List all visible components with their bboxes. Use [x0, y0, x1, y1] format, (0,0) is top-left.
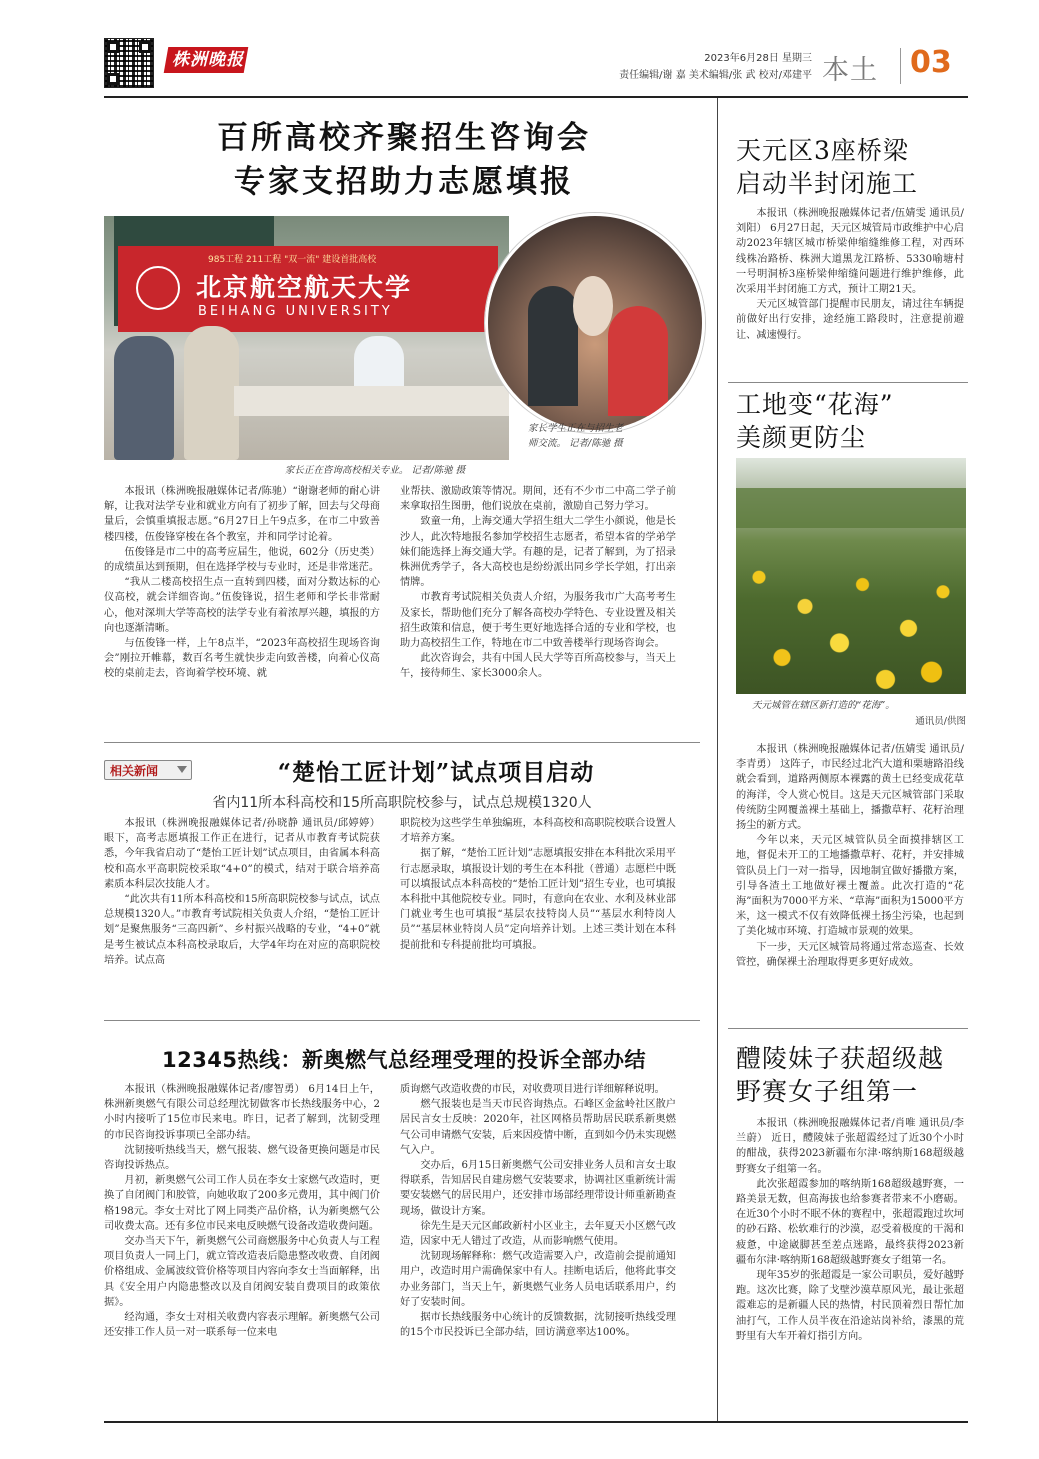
paragraph: 此次张超霞参加的喀纳斯168超级越野赛，一路美景无数，但高海拔也给参赛者带来不小磨砺。在近30个小时不眠不休的赛程中，张超霞跑过坎坷的砂石路、松软难行的沙漠，忍受着极度的干渴和疲惫，中途崴脚甚至差点迷路，最终获得2023新疆布尔津·喀纳斯168超级越野赛女子组第一名。 — [736, 1178, 964, 1266]
section-divider — [900, 48, 901, 84]
page-number: 03 — [910, 45, 952, 80]
banner-small-text: 985工程 211工程 "双一流" 建设首批高校 — [208, 255, 377, 265]
paragraph: 徐先生是天元区邮政新村小区业主，去年夏天小区燃气改造，因家中无人错过了改造，从而影响燃气使用。 — [400, 1220, 676, 1248]
consultation-desk — [234, 386, 509, 416]
round-photo-caption-1: 家长学生正在与招生老 — [528, 423, 624, 434]
paragraph: 致童一角，上海交通大学招生组大二学生小颜说，他是长沙人，此次特地报名参加学校招生志愿者，希望本省的学弟学妹们能选择上海交通大学。有趣的是，记者了解到，为了招录株洲优秀学子，各大高校也是纷纷派出同乡学长学姐，打出亲情牌。 — [400, 516, 676, 589]
related-headline: “楚怡工匠计划”试点项目启动 — [277, 759, 595, 786]
paragraph: 本报讯（株洲晚报融媒体记者/伍婧雯 通讯员/刘阳） 6月27日起，天元区城管局市政维护中心启动2023年辖区城市桥梁伸缩缝维修工程，对西环线株冶路桥、株洲大道黑龙江路桥、5330喻塘村一号明洞桥3座桥梁伸缩缝问题进行维护维修，此次采用半封闭施工方式，预计工期21天。 — [736, 208, 964, 296]
paragraph: 现年35岁的张超霞是一家公司职员，爱好越野跑。这次比赛，除了戈壁沙漠草原风光，最让张超霞难忘的是新疆人民的热情，村民顶着烈日帮忙加油打气，工作人员半夜在沿途站岗补给，漆黑的荒野里有大车开着灯指引方向。 — [736, 1270, 964, 1342]
section-name: 本土 — [822, 55, 878, 86]
section-rule — [104, 1020, 700, 1021]
paragraph: 今年以来，天元区城管队员全面摸排辖区工地，督促未开工的工地播撒草籽、花籽，并安排城管队员上门一对一指导，因地制宜做好播撒方案，引导各渣土工地做好裸土覆盖。此次打造的“花海”面积为7000平方米、“草海”面积为15000平方米，这一模式不仅有效降低裸土扬尘污染，也起到了美化城市环境、打造城市景观的效果。 — [736, 835, 964, 938]
issue-date: 2023年6月28日 星期三 — [704, 53, 812, 64]
paragraph: 与伍俊锋一样，上午8点半，“2023年高校招生现场咨询会”刚拉开帷幕，数百名考生就快步走向致善楼，向着心仪高校的桌前走去，咨询着学校环境、就 — [104, 638, 380, 680]
side3-body — [736, 1116, 964, 1344]
hotline-body-col1 — [104, 1082, 380, 1340]
side2-headline-line2: 美颜更防尘 — [736, 423, 867, 452]
paragraph: 本报讯（株洲晚报融媒体记者/伍婧雯 通讯员/李青勇） 这阵子，市民经过北汽大道和栗塘路沿线就会看到，道路两侧原本裸露的黄土已经变成花草的海洋，令人赏心悦目。这是天元区城管部门采取传统防尘网覆盖裸土基础上，播撒草籽、花籽治理扬尘的新方式。 — [736, 744, 964, 832]
paragraph: 本报讯（株洲晚报融媒体记者/陈驰）“谢谢老师的耐心讲解，让我对法学专业和就业方向有了初步了解，回去与父母商量后，会慎重填报志愿。”6月27日上午9点多，在市二中致善楼四楼，伍俊锋穿梭在各个教室，并和同学讨论着。 — [104, 486, 380, 543]
qr-code[interactable] — [104, 38, 154, 88]
paragraph: 燃气报装也是当天市民咨询热点。石峰区金盆岭社区散户居民言女士反映：2020年，社区网格员帮助居民联系新奥燃气公司申请燃气安装，后来因疫情中断，直到如今仍未实现燃气入户。 — [400, 1099, 676, 1156]
paragraph: 此次咨询会，共有中国人民大学等百所高校参与，当天上午，接待师生、家长3000余人。 — [400, 653, 676, 680]
side2-headline-line1: 工地变“花海” — [736, 390, 894, 419]
paragraph: 经沟通，李女士对相关收费内容表示理解。新奥燃气公司还安排工作人员一对一联系每一位来电 — [104, 1312, 380, 1339]
hotline-body-col2 — [400, 1082, 676, 1340]
section-rule — [728, 1028, 968, 1029]
university-banner — [118, 246, 498, 332]
flower-field-photo — [736, 458, 966, 694]
newspaper-logo-text: 株洲晚报 — [172, 50, 244, 70]
section-rule — [728, 382, 968, 383]
editor-credits: 责任编辑/谢 嘉 美术编辑/张 武 校对/邓建平 — [619, 70, 812, 81]
side1-body — [736, 206, 964, 343]
paragraph: 本报讯（株洲晚报融媒体记者/廖智勇） 6月14日上午，株洲新奥燃气有限公司总经理沈韧做客市长热线服务中心，2小时内接听了15位市民来电。昨日，记者了解到，沈韧受理的市民咨询投诉事项已全部办结。 — [104, 1084, 380, 1141]
paragraph: 伍俊锋是市二中的高考应届生，他说，602分（历史类）的成绩虽达到预期，但在选择学校与专业时，还是非常迷茫。 — [104, 546, 380, 574]
flower-photo-credit: 通讯员/供图 — [915, 716, 966, 727]
paragraph: 据市长热线服务中心统计的反馈数据，沈韧接听热线受理的15个市民投诉已全部办结，回访满意率达100%。 — [400, 1312, 676, 1339]
side2-body — [736, 742, 964, 970]
person-parent-left — [114, 336, 174, 460]
tree-line — [736, 488, 966, 528]
paragraph: 业帮扶、激励政策等情况。期间，还有不少市二中高二学子前来拿取招生图册，他们说放在桌前，激励自己努力学习。 — [400, 486, 676, 513]
side3-headline-line2: 野赛女子组第一 — [736, 1077, 919, 1106]
main-photo-caption: 家长正在咨询高校相关专业。 记者/陈驰 摄 — [284, 465, 466, 476]
paragraph: 职院校为这些学生单独编班，本科高校和高职院校联合设置人才培养方案。 — [400, 818, 676, 845]
crowd-figure — [528, 286, 578, 406]
side1-headline-line1: 天元区3座桥梁 — [736, 136, 909, 165]
header-rule — [104, 96, 968, 98]
related-subheadline: 省内11所本科高校和15所高职院校参与，试点总规模1320人 — [212, 795, 592, 811]
lead-headline-line2: 专家支招助力志愿填报 — [234, 164, 574, 200]
side3-headline-line1: 醴陵妹子获超级越 — [736, 1044, 945, 1073]
chevron-down-icon — [177, 766, 187, 773]
section-rule — [104, 742, 700, 743]
paragraph: 市教育考试院相关负责人介绍，为服务我市广大高考考生及家长，帮助他们充分了解各高校办学特色、专业设置及相关招生政策和信息，便于考生更好地选择合适的专业和学校，也助力高校招生工作，特地在市二中致善楼举行现场咨询会。 — [400, 592, 676, 650]
paragraph: 交办后，6月15日新奥燃气公司安排业务人员和言女士取得联系，告知居民自建房燃气安装要求，协调社区重新统计需要安装燃气的居民用户，还安排市场部经理带设计师重新勘查现场，做设计方案。 — [400, 1160, 676, 1217]
paragraph: “此次共有11所本科高校和15所高职院校参与试点，试点总规模1320人。”市教育考试院相关负责人介绍，“楚怡工匠计划”是聚焦服务“三高四新”、乡村振兴战略的专业，“4+0”就是考生被试点本科高校录取后，大学4年均在对应的高职院校培养。试点高 — [104, 894, 380, 966]
person-parent-center — [184, 326, 239, 460]
flower-photo-caption: 天元城管在辖区新打造的“花海”。 — [752, 700, 895, 711]
paragraph: 沈韧接听热线当天，燃气报装、燃气设备更换问题是市民咨询投诉热点。 — [104, 1144, 380, 1172]
crowd-figure — [608, 306, 668, 416]
paragraph: 质询燃气改造收费的市民，对收费项目进行详细解释说明。 — [400, 1084, 665, 1095]
paragraph: 天元区城管部门提醒市民朋友，请过往车辆提前做好出行安排，途经施工路段时，注意提前避让、减速慢行。 — [736, 299, 964, 341]
round-photo-caption-2: 师交流。 记者/陈驰 摄 — [528, 438, 623, 449]
lead-body-col1 — [104, 484, 380, 682]
paragraph: 交办当天下午，新奥燃气公司商燃服务中心负责人与工程项目负责人一同上门，就立管改造表后隐患整改收费、自闭阀价格组成、金属波纹管价格等项目内容向李女士当面解释，出具《安全用户内隐患整改以及自闭阀安装自费项目的政策依据》。 — [104, 1236, 380, 1308]
flower-cluster — [736, 548, 966, 694]
crowd-figure — [573, 276, 613, 336]
lead-headline-line1: 百所高校齐聚招生咨询会 — [217, 120, 591, 156]
paragraph: 据了解，“楚怡工匠计划”志愿填报安排在本科批次采用平行志愿录取，填报设计划的考生在本科批（普通）志愿栏中既可以填报试点本科高校的“楚怡工匠计划”招生专业，也可填报本科批中其他院校专业。同时，有意向在农业、水利及林业部门就业考生也可填报“基层农技特岗人员”“基层水利特岗人员”“基层林业特岗人员”定向培养计划。上述三类计划在本科提前批和专科提前批均可填报。 — [400, 848, 676, 951]
lead-photo-round — [485, 213, 705, 433]
lead-photo-consultation — [104, 216, 509, 460]
paragraph: 本报讯（株洲晚报融媒体记者/孙晓静 通讯员/邱婷婷） 眼下，高考志愿填报工作正在进行，记者从市教育考试院获悉，今年我省启动了“楚怡工匠计划”试点项目，由省属本科高校和高水平高职院校采取“4+0”的模式，结对于联合培养高素质本科层次技能人才。 — [104, 818, 380, 890]
banner-cn-text: 北京航空航天大学 — [196, 273, 413, 302]
footer-rule — [104, 1421, 968, 1423]
side1-headline-line2: 启动半封闭施工 — [736, 169, 919, 198]
lead-body-col2 — [400, 484, 676, 682]
university-emblem — [136, 266, 180, 310]
paragraph: 本报讯（株洲晚报融媒体记者/肖唯 通讯员/李兰蔚） 近日，醴陵妹子张超霞经过了近30个小时的酣战，获得2023新疆布尔津·喀纳斯168超级越野赛女子组第一名。 — [736, 1118, 964, 1175]
paragraph: 月初，新奥燃气公司工作人员在李女士家燃气改造时，更换了自闭阀门和胶管，向她收取了200多元费用，其中阀门价格198元。李女士对比了网上同类产品价格，认为新奥燃气公司收费太高。还有多位市民来电反映燃气设备改造收费问题。 — [104, 1175, 380, 1232]
related-news-tag — [104, 760, 192, 780]
paragraph: 沈韧现场解释称：燃气改造需要入户，改造前会提前通知用户，改造时用户需确保家中有人。挂断电话后，他将此事交办业务部门，当天上午，新奥燃气业务人员电话联系用户，约好了安装时间。 — [400, 1251, 676, 1308]
column-rule — [717, 98, 718, 1421]
paragraph: “我从二楼高校招生点一直转到四楼，面对分数达标的心仪高校，就会详细咨询。”伍俊锋说，招生老师和学长非常耐心，他对深圳大学等高校的法学专业有着浓厚兴趣，填报的方向也逐渐清晰。 — [104, 577, 380, 634]
related-body-col2 — [400, 816, 676, 953]
banner-en-text: BEIHANG UNIVERSITY — [198, 304, 393, 319]
related-news-tag-label: 相关新闻 — [110, 764, 159, 778]
paragraph: 下一步，天元区城管局将通过常态巡查、长效管控，确保裸土治理取得更多更好成效。 — [736, 941, 964, 968]
related-body-col1 — [104, 816, 380, 968]
hotline-headline: 12345热线：新奥燃气总经理受理的投诉全部办结 — [161, 1048, 647, 1072]
